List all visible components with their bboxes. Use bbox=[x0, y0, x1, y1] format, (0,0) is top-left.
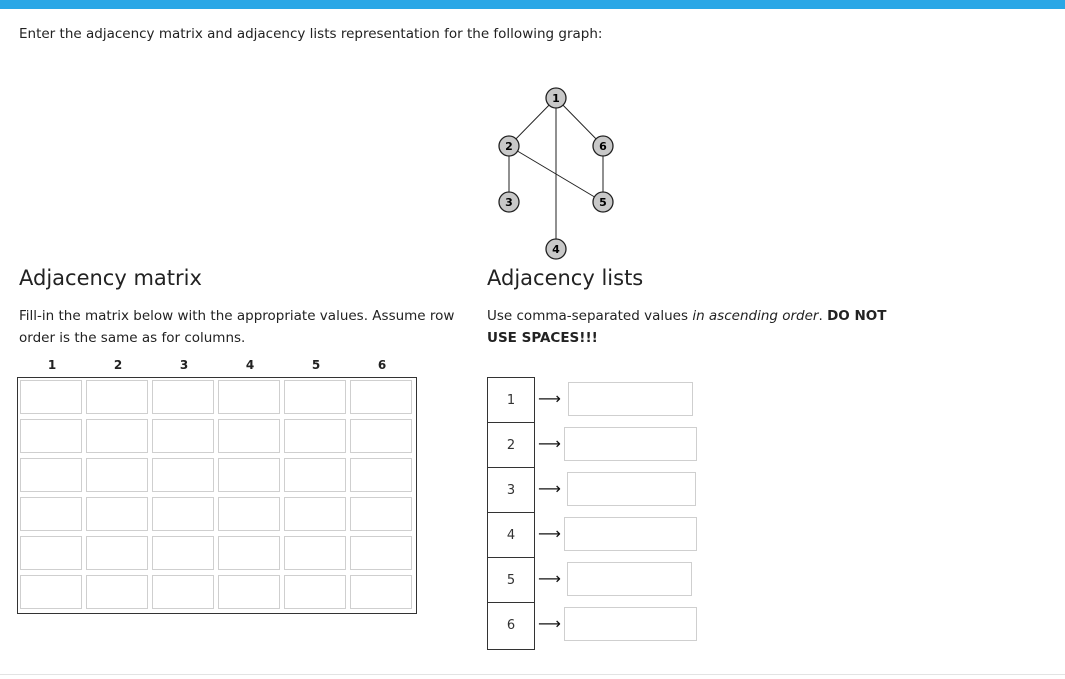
list-arrow-icon: ⟶ bbox=[538, 569, 561, 588]
graph-vertex-label: 6 bbox=[599, 140, 607, 153]
graph-vertex-2 bbox=[499, 136, 519, 156]
matrix-cell-r4-c2[interactable] bbox=[86, 497, 148, 531]
matrix-column-header-1: 1 bbox=[47, 358, 57, 372]
adjacency-matrix-grid bbox=[17, 377, 417, 614]
matrix-cell-r1-c5[interactable] bbox=[284, 380, 346, 414]
matrix-cell-r4-c3[interactable] bbox=[152, 497, 214, 531]
matrix-cell-r5-c1[interactable] bbox=[20, 536, 82, 570]
matrix-column-header-6: 6 bbox=[377, 358, 387, 372]
matrix-cell-r3-c4[interactable] bbox=[218, 458, 280, 492]
matrix-cell-r6-c1[interactable] bbox=[20, 575, 82, 609]
matrix-cell-r5-c3[interactable] bbox=[152, 536, 214, 570]
list-vertex-5: 5 bbox=[488, 558, 534, 603]
adjacency-list-input-6[interactable] bbox=[564, 607, 697, 641]
matrix-cell-r4-c4[interactable] bbox=[218, 497, 280, 531]
list-vertex-6: 6 bbox=[506, 618, 516, 633]
matrix-cell-r5-c5[interactable] bbox=[284, 536, 346, 570]
lists-instructions-warning: DO NOT USE SPACES!!! bbox=[487, 308, 887, 346]
question-prompt: Enter the adjacency matrix and adjacency lists representation for the following graph: bbox=[19, 26, 603, 42]
list-vertex-3: 3 bbox=[488, 468, 534, 513]
graph-vertex-3 bbox=[499, 192, 519, 212]
matrix-cell-r6-c2[interactable] bbox=[86, 575, 148, 609]
graph-vertex-label: 1 bbox=[552, 92, 560, 105]
bottom-divider bbox=[0, 674, 1065, 675]
graph-vertex-1 bbox=[546, 88, 566, 108]
list-arrow-icon: ⟶ bbox=[538, 389, 561, 408]
matrix-cell-r2-c6[interactable] bbox=[350, 419, 412, 453]
matrix-cell-r4-c5[interactable] bbox=[284, 497, 346, 531]
graph-vertex-label: 2 bbox=[505, 140, 513, 153]
matrix-cell-r2-c2[interactable] bbox=[86, 419, 148, 453]
matrix-cell-r2-c4[interactable] bbox=[218, 419, 280, 453]
matrix-title: Adjacency matrix bbox=[19, 266, 202, 290]
top-accent-bar bbox=[0, 0, 1065, 9]
lists-instructions-text: Use comma-separated values bbox=[487, 308, 693, 324]
adjacency-list-input-4[interactable] bbox=[564, 517, 697, 551]
matrix-column-header-2: 2 bbox=[113, 358, 123, 372]
matrix-cell-r4-c1[interactable] bbox=[20, 497, 82, 531]
matrix-cell-r1-c1[interactable] bbox=[20, 380, 82, 414]
lists-title: Adjacency lists bbox=[487, 266, 644, 290]
matrix-cell-r2-c5[interactable] bbox=[284, 419, 346, 453]
matrix-column-header-3: 3 bbox=[179, 358, 189, 372]
lists-instructions-italic: in ascending order bbox=[692, 308, 819, 324]
matrix-cell-r5-c6[interactable] bbox=[350, 536, 412, 570]
matrix-column-header-4: 4 bbox=[245, 358, 255, 372]
list-vertex-4: 4 bbox=[488, 513, 534, 558]
matrix-cell-r3-c3[interactable] bbox=[152, 458, 214, 492]
matrix-cell-r3-c5[interactable] bbox=[284, 458, 346, 492]
matrix-cell-r6-c3[interactable] bbox=[152, 575, 214, 609]
graph-vertex-5 bbox=[593, 192, 613, 212]
graph-vertex-6 bbox=[593, 136, 613, 156]
matrix-cell-r6-c6[interactable] bbox=[350, 575, 412, 609]
graph-svg bbox=[480, 80, 640, 265]
matrix-column-header-5: 5 bbox=[311, 358, 321, 372]
matrix-cell-r5-c2[interactable] bbox=[86, 536, 148, 570]
matrix-cell-r6-c5[interactable] bbox=[284, 575, 346, 609]
list-vertex-2: 2 bbox=[488, 423, 534, 468]
matrix-cell-r4-c6[interactable] bbox=[350, 497, 412, 531]
matrix-cell-r1-c3[interactable] bbox=[152, 380, 214, 414]
list-arrow-icon: ⟶ bbox=[538, 479, 561, 498]
graph-vertex-label: 5 bbox=[599, 196, 607, 209]
matrix-cell-r1-c4[interactable] bbox=[218, 380, 280, 414]
adjacency-list-input-5[interactable] bbox=[567, 562, 692, 596]
matrix-cell-r2-c1[interactable] bbox=[20, 419, 82, 453]
matrix-column-headers bbox=[19, 358, 417, 376]
list-vertex-1: 1 bbox=[488, 378, 534, 423]
matrix-instructions: Fill-in the matrix below with the appropriate values. Assume row order is the same as for columns. bbox=[19, 308, 455, 346]
list-arrow-icon: ⟶ bbox=[538, 524, 561, 543]
graph-vertex-label: 4 bbox=[552, 243, 560, 256]
graph-vertex-4 bbox=[546, 239, 566, 259]
lists-instructions-period: . bbox=[818, 308, 828, 324]
graph-figure bbox=[480, 80, 640, 265]
lists-instructions bbox=[487, 305, 917, 349]
adjacency-list-input-1[interactable] bbox=[568, 382, 693, 416]
matrix-cell-r1-c2[interactable] bbox=[86, 380, 148, 414]
matrix-cell-r3-c2[interactable] bbox=[86, 458, 148, 492]
list-arrow-icon: ⟶ bbox=[538, 614, 561, 633]
adjacency-list-input-2[interactable] bbox=[564, 427, 697, 461]
matrix-cell-r5-c4[interactable] bbox=[218, 536, 280, 570]
matrix-cell-r3-c6[interactable] bbox=[350, 458, 412, 492]
matrix-cell-r1-c6[interactable] bbox=[350, 380, 412, 414]
matrix-cell-r2-c3[interactable] bbox=[152, 419, 214, 453]
matrix-cell-r6-c4[interactable] bbox=[218, 575, 280, 609]
adjacency-list-input-3[interactable] bbox=[567, 472, 696, 506]
adjacency-list-vertices bbox=[487, 377, 535, 650]
matrix-cell-r3-c1[interactable] bbox=[20, 458, 82, 492]
graph-vertex-label: 3 bbox=[505, 196, 513, 209]
list-arrow-icon: ⟶ bbox=[538, 434, 561, 453]
